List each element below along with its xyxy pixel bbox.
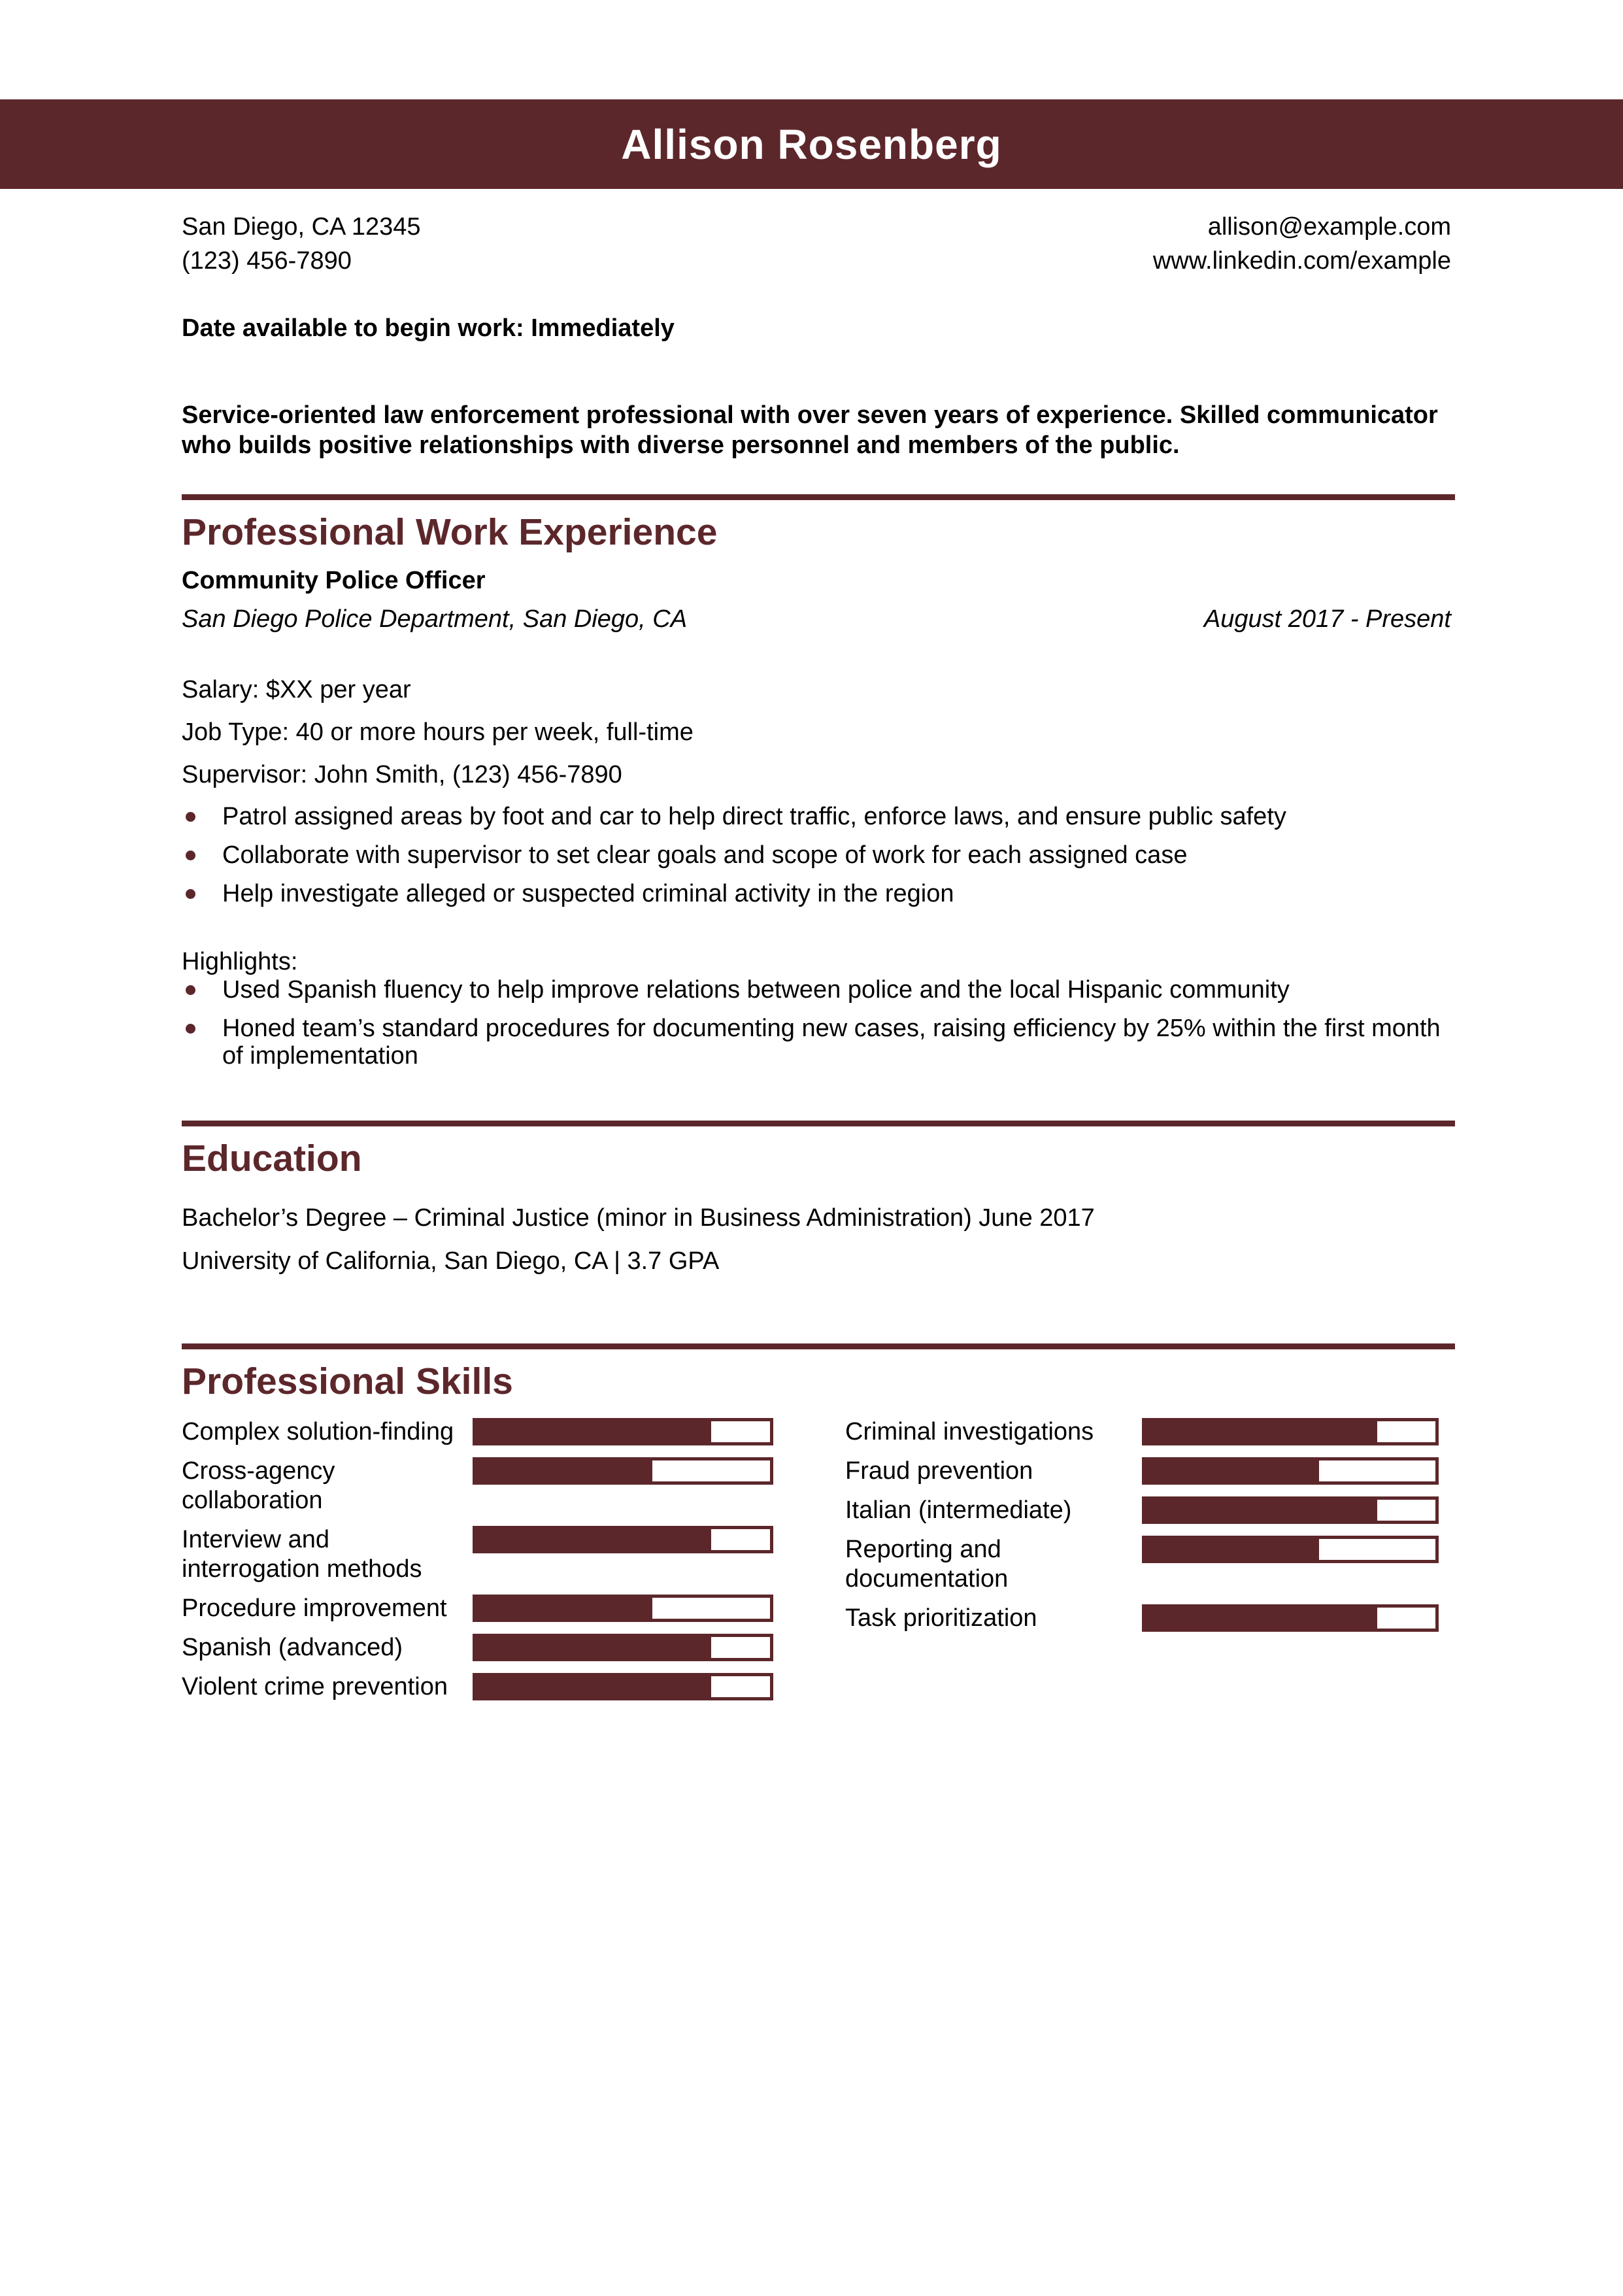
education-school: University of California, San Diego, CA | 3.7 GPA (182, 1247, 720, 1275)
skill-label: Procedure improvement (182, 1595, 447, 1622)
highlight-bullet: Used Spanish fluency to help improve relations between police and the local Hispanic community (182, 976, 1451, 1004)
contact-line: allison@example.com (1207, 213, 1451, 241)
contact-line: www.linkedin.com/example (1152, 247, 1451, 275)
skills-grid (182, 1417, 1442, 1712)
skill-bar (473, 1673, 773, 1700)
skill-label: Fraud prevention (845, 1457, 1033, 1485)
skill-bar-fill (476, 1421, 711, 1442)
skill-row (845, 1535, 1439, 1594)
skill-bar-fill (476, 1637, 711, 1658)
skill-bar (473, 1526, 773, 1553)
duties-list (182, 803, 1451, 907)
skills-column-right (845, 1417, 1439, 1712)
skill-bar (1142, 1536, 1439, 1563)
skill-bar (473, 1457, 773, 1485)
highlights-label: Highlights: (182, 948, 298, 975)
skill-bar-fill (1145, 1421, 1377, 1442)
skill-label: Spanish (advanced) (182, 1634, 403, 1661)
section-divider (182, 1121, 1455, 1126)
skill-bar-fill (476, 1676, 711, 1697)
skill-bar-fill (476, 1460, 652, 1481)
skill-label: Cross-agency collaboration (182, 1457, 335, 1514)
skill-label: Task prioritization (845, 1604, 1037, 1632)
highlight-bullet: Honed team’s standard procedures for documenting new cases, raising efficiency by 25% within the first month of implementation (182, 1015, 1451, 1070)
summary-paragraph: Service-oriented law enforcement professional with over seven years of experience. Skilled communicator who builds positive relationships with diverse personnel and members of the public. (182, 401, 1438, 459)
skill-bar-fill (1145, 1500, 1377, 1521)
skill-bar-fill (476, 1529, 711, 1550)
job-title: Community Police Officer (182, 567, 486, 594)
contact-section (182, 210, 1451, 278)
contact-left-column (182, 210, 421, 278)
skill-label: Complex solution-finding (182, 1418, 454, 1445)
duty-bullet: Help investigate alleged or suspected criminal activity in the region (182, 880, 1451, 907)
skill-row (182, 1457, 773, 1515)
skill-bar (473, 1595, 773, 1622)
skill-bar (1142, 1496, 1439, 1524)
employer-name: San Diego Police Department, San Diego, CA (182, 605, 688, 633)
job-detail-line: Supervisor: John Smith, (123) 456-7890 (182, 761, 622, 788)
section-divider (182, 1343, 1455, 1349)
skill-row (182, 1417, 773, 1447)
skill-row (182, 1672, 773, 1702)
job-detail-line: Salary: $XX per year (182, 676, 411, 703)
contact-line: (123) 456-7890 (182, 247, 352, 275)
skill-label: Reporting and documentation (845, 1536, 1009, 1593)
employment-dates: August 2017 - Present (1203, 605, 1451, 633)
skill-row (182, 1525, 773, 1584)
section-divider (182, 494, 1455, 500)
skill-row (845, 1496, 1439, 1525)
skill-bar (1142, 1604, 1439, 1632)
highlights-list (182, 976, 1451, 1070)
skills-column-left (182, 1417, 773, 1712)
skill-bar-fill (1145, 1608, 1377, 1629)
resume-content (182, 210, 1451, 1712)
duty-bullet: Patrol assigned areas by foot and car to help direct traffic, enforce laws, and ensure public safety (182, 803, 1451, 830)
contact-line: San Diego, CA 12345 (182, 213, 421, 241)
job-detail-lines (182, 675, 1451, 789)
skill-bar (473, 1418, 773, 1445)
education-degree: Bachelor’s Degree – Criminal Justice (minor in Business Administration) June 2017 (182, 1204, 1095, 1232)
candidate-name: Allison Rosenberg (621, 120, 1002, 168)
skill-label: Italian (intermediate) (845, 1496, 1072, 1524)
skill-label: Violent crime prevention (182, 1673, 448, 1700)
skill-label: Criminal investigations (845, 1418, 1094, 1445)
job-detail-line: Job Type: 40 or more hours per week, full-time (182, 718, 694, 746)
employer-row (182, 605, 1451, 633)
skill-row (182, 1633, 773, 1663)
skill-row (182, 1594, 773, 1623)
skill-label: Interview and interrogation methods (182, 1526, 422, 1583)
skill-row (845, 1604, 1439, 1633)
skill-bar-fill (1145, 1460, 1319, 1481)
contact-right-column (1153, 210, 1451, 278)
skill-row (845, 1457, 1439, 1486)
skill-bar (1142, 1418, 1439, 1445)
skill-bar-fill (476, 1598, 652, 1619)
availability-line: Date available to begin work: Immediately (182, 314, 675, 342)
skill-bar (473, 1634, 773, 1661)
skill-bar (1142, 1457, 1439, 1485)
skill-row (845, 1417, 1439, 1447)
skill-bar-fill (1145, 1539, 1319, 1560)
section-heading-experience: Professional Work Experience (182, 511, 718, 553)
section-heading-skills: Professional Skills (182, 1360, 513, 1402)
section-heading-education: Education (182, 1138, 362, 1179)
name-banner (0, 99, 1623, 189)
duty-bullet: Collaborate with supervisor to set clear goals and scope of work for each assigned case (182, 841, 1451, 869)
